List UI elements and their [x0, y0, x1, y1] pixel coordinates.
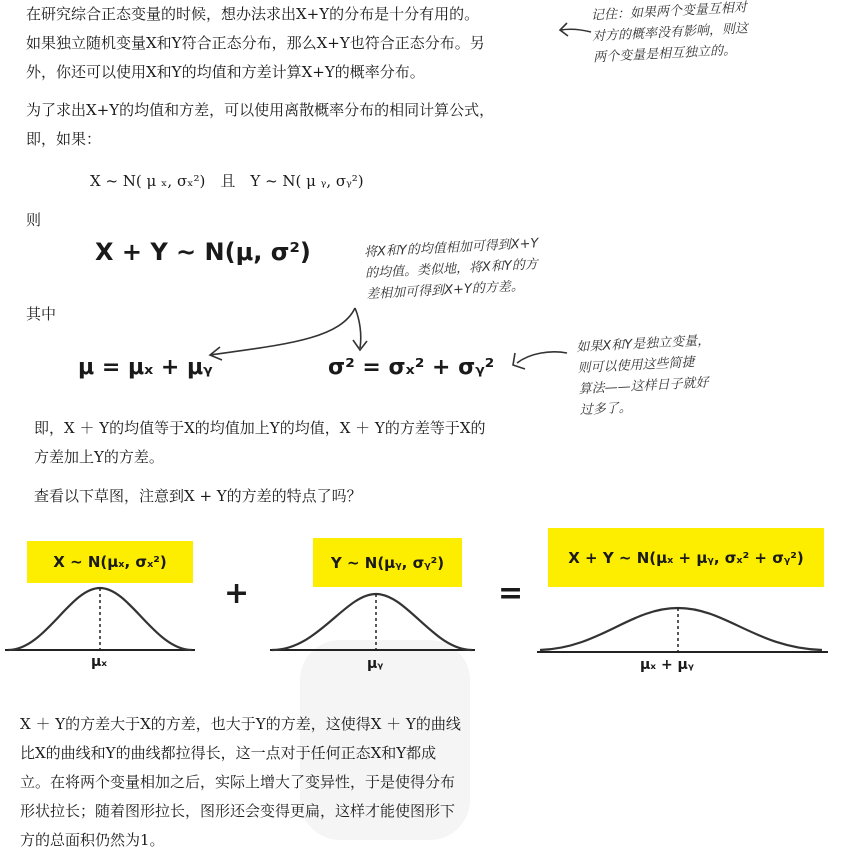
mean-var-intro	[26, 96, 586, 154]
conclusion-paragraph	[20, 710, 560, 855]
where-label: 其中	[26, 305, 57, 323]
then-label: 则	[26, 211, 42, 229]
look-prompt: 查看以下草图，注意到X + Y的方差的特点了吗？	[34, 487, 362, 505]
conclusion-line-4: 形状拉长；随着图形拉长，图形还会变得更扁，这样才能使图形下	[20, 802, 456, 820]
note-shortcut-line-3: 算法——这样日子就好	[578, 375, 709, 398]
mu-formula: μ = μₓ + μᵧ	[78, 355, 213, 380]
note-independent	[590, 0, 803, 68]
x-curve	[5, 588, 195, 650]
y-distribution-box: Y ~ N(μᵧ, σᵧ²)	[313, 538, 462, 587]
note-shortcut-line-2: 则可以使用这些简捷	[577, 355, 695, 377]
conclusion-line-1: X ＋ Y的方差大于X的方差，也大于Y的方差，这使得X ＋ Y的曲线	[20, 715, 461, 733]
conclusion-line-3: 立。在将两个变量相加之后，实际上增大了变异性，于是使得分布	[20, 773, 456, 791]
note-independent-line-3: 两个变量是相互独立的。	[592, 42, 737, 66]
explain-line-1: 即，X ＋ Y的均值等于X的均值加上Y的均值，X ＋ Y的方差等于X的	[34, 419, 486, 437]
note-shortcut	[576, 327, 780, 421]
plus-sign: +	[224, 576, 250, 611]
x-mean-label: μₓ	[91, 654, 108, 670]
x-distribution-box: X ~ N(μₓ, σₓ²)	[27, 541, 193, 583]
note-sum-line-2: 的均值。类似地，将X和Y的方	[364, 257, 539, 282]
sum-curve	[537, 608, 828, 652]
mean-var-line-2: 即，如果：	[26, 130, 102, 148]
explanation-paragraph	[34, 414, 574, 472]
sigma-formula: σ² = σₓ² + σᵧ²	[328, 355, 495, 380]
note-arrow-independent	[555, 14, 595, 44]
y-mean-label: μᵧ	[367, 656, 384, 672]
note-shortcut-line-1: 如果X和Y是独立变量，	[576, 333, 711, 356]
sum-mean-label: μₓ + μᵧ	[640, 657, 694, 673]
note-independent-line-1: 记住：如果两个变量互相对	[590, 0, 748, 24]
given-formula: X ~ N( μ ₓ, σₓ²) 且 Y ~ N( μ ᵧ, σᵧ²)	[90, 172, 364, 190]
y-curve	[270, 594, 475, 650]
note-independent-line-2: 对方的概率没有影响，则这	[591, 21, 749, 45]
intro-paragraph	[26, 0, 566, 87]
sum-distribution-box: X + Y ~ N(μₓ + μᵧ, σₓ² + σᵧ²)	[548, 528, 824, 587]
note-arrow-shortcut	[505, 345, 575, 375]
explain-line-2: 方差加上Y的方差。	[34, 448, 164, 466]
big-formula: X + Y ~ N(μ, σ²)	[95, 238, 311, 266]
note-sum-line-1: 将X和Y的均值相加可得到X+Y	[363, 236, 539, 261]
mean-var-line-1: 为了求出X+Y的均值和方差，可以使用离散概率分布的相同计算公式，	[26, 101, 495, 119]
conclusion-line-5: 方的总面积仍然为1。	[20, 831, 165, 849]
intro-line-3: 外，你还可以使用X和Y的均值和方差计算X+Y的概率分布。	[26, 63, 425, 81]
equals-sign: =	[498, 576, 524, 611]
note-sum-line-3: 差相加可得到X+Y的方差。	[365, 279, 525, 303]
conclusion-line-2: 比X的曲线和Y的曲线都拉得长，这一点对于任何正态X和Y都成	[20, 744, 437, 762]
intro-line-2: 如果独立随机变量X和Y符合正态分布，那么X+Y也符合正态分布。另	[26, 34, 485, 52]
distribution-curves	[0, 580, 842, 660]
intro-line-1: 在研究综合正态变量的时候，想办法求出X+Y的分布是十分有用的。	[26, 5, 480, 23]
note-shortcut-line-4: 过多了。	[579, 400, 633, 419]
note-sum	[364, 230, 607, 305]
